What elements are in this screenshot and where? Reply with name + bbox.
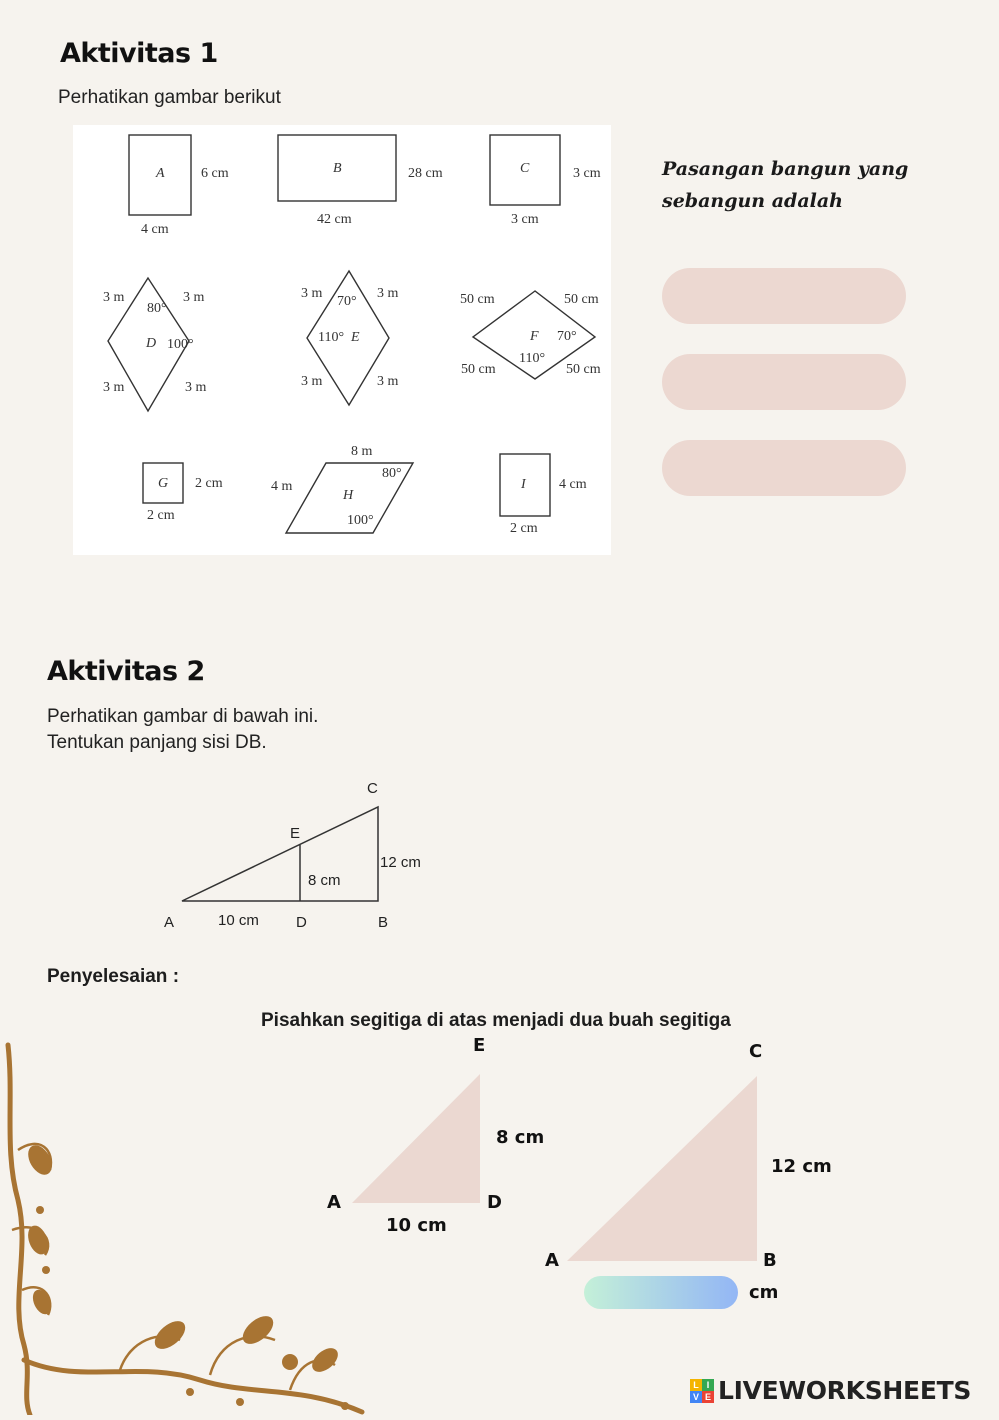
shape-h-top: 8 m [351,444,373,459]
shape-i-base: 2 cm [510,521,538,536]
small-base-label: 10 cm [386,1215,447,1236]
shape-f-side4: 50 cm [566,362,601,377]
shape-b-label: B [333,161,342,176]
small-vertex-e: E [473,1035,486,1056]
shape-e-side4: 3 m [377,374,399,389]
shape-e-side2: 3 m [377,286,399,301]
shape-d-side3: 3 m [103,380,125,395]
shape-d-angle2: 100° [167,337,194,352]
shape-e-side1: 3 m [301,286,323,301]
db-answer-input[interactable] [584,1276,738,1309]
question-line-2: sebangun adalah [662,190,843,212]
fig-vertex-d: D [296,914,307,931]
shape-d-label: D [146,336,157,351]
solution-label: Penyelesaian : [47,966,180,987]
shape-a-base: 4 cm [141,222,169,237]
shape-i-side: 4 cm [559,477,587,492]
shape-c-label: C [520,161,530,176]
shape-b-side: 28 cm [408,166,443,181]
large-vertex-b: B [763,1250,777,1271]
shape-d-side2: 3 m [183,290,205,305]
activity2-title: Aktivitas 2 [47,656,205,687]
fig-vertex-e: E [290,825,301,842]
shape-h-angle2: 100° [347,513,374,528]
liveworksheets-logo [690,1376,971,1405]
shape-g-label: G [158,476,169,491]
shape-b-base: 42 cm [317,212,352,227]
fig-label-ed: 8 cm [308,872,341,889]
liveworksheets-text: LIVEWORKSHEETS [718,1376,972,1405]
fig-vertex-b: B [378,914,389,931]
fig-vertex-a: A [164,914,175,931]
small-vertical-label: 8 cm [496,1127,545,1148]
large-vertex-a: A [545,1250,559,1271]
triangle-figure [160,770,440,940]
vine-decoration [0,1040,370,1415]
answer-input-3[interactable] [662,440,906,496]
large-vertex-c: C [749,1041,763,1062]
shape-g-base: 2 cm [147,508,175,523]
question-line-1: Pasangan bangun yang [662,158,909,180]
shape-h-angle1: 80° [382,466,402,481]
fig-label-ad: 10 cm [218,912,259,929]
small-vertex-a: A [327,1192,341,1213]
answer-unit: cm [749,1282,779,1303]
shape-a-label: A [156,166,165,181]
shape-g-side: 2 cm [195,476,223,491]
answer-input-1[interactable] [662,268,906,324]
shape-f-side2: 50 cm [564,292,599,307]
shape-e-label: E [351,330,360,345]
fig-vertex-c: C [367,780,378,797]
small-vertex-d: D [487,1192,502,1213]
shape-e-side3: 3 m [301,374,323,389]
shape-e-angle2: 110° [318,330,345,345]
shape-a-side: 6 cm [201,166,229,181]
liveworksheets-icon: L I V E [690,1379,714,1403]
large-vertical-label: 12 cm [771,1156,832,1177]
shape-c-side: 3 cm [573,166,601,181]
shape-h-side: 4 m [271,479,293,494]
activity1-instruction: Perhatikan gambar berikut [58,87,281,108]
answer-input-2[interactable] [662,354,906,410]
small-triangle [352,1074,480,1203]
shape-f-label: F [530,329,539,344]
shape-f-angle2: 110° [519,351,546,366]
shape-e-angle1: 70° [337,294,357,309]
shape-f-angle1: 70° [557,329,577,344]
activity1-title: Aktivitas 1 [60,38,218,69]
shapes-figure [73,125,611,555]
shape-c-base: 3 cm [511,212,539,227]
shape-f-side1: 50 cm [460,292,495,307]
shape-h-label: H [343,488,354,503]
large-triangle [567,1076,757,1261]
shape-i-label: I [521,477,526,492]
shape-d-side4: 3 m [185,380,207,395]
shape-f-side3: 50 cm [461,362,496,377]
shape-d-angle1: 80° [147,301,167,316]
fig-label-cb: 12 cm [380,854,421,871]
split-instruction: Pisahkan segitiga di atas menjadi dua buah segitiga [261,1010,731,1031]
activity2-instruction-1: Perhatikan gambar di bawah ini. [47,706,319,727]
shape-d-side1: 3 m [103,290,125,305]
activity2-instruction-2: Tentukan panjang sisi DB. [47,732,267,753]
